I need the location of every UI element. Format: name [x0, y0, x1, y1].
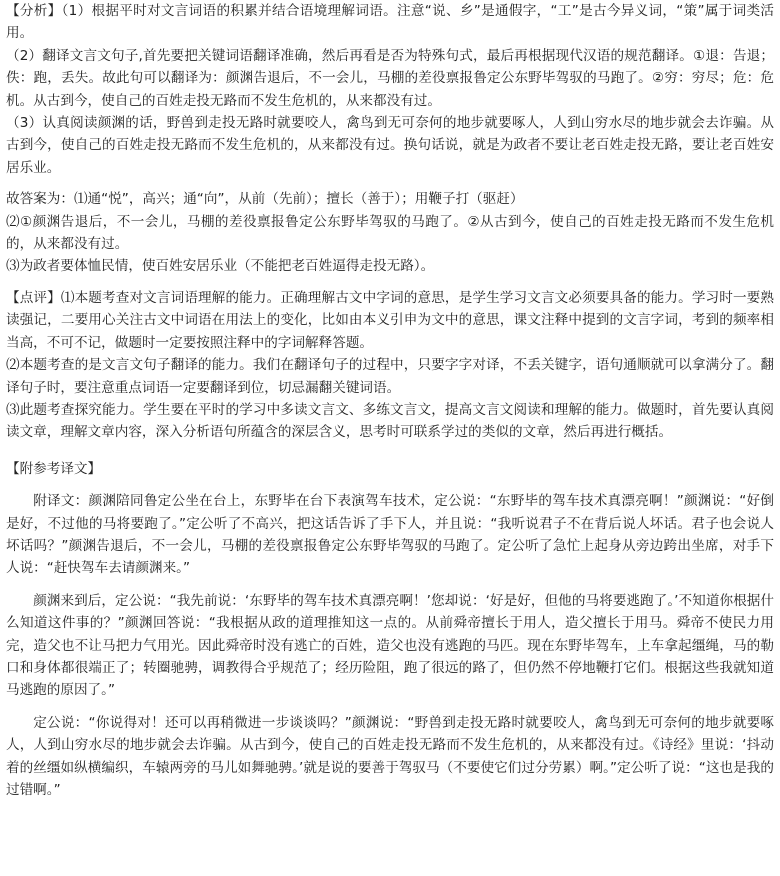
reference-paragraph-2: 颜渊来到后，定公说：“我先前说：‘东野毕的驾车技术真漂亮啊！’您却说：‘好是好，但他的马将要逃跑了。’不知道你根据什么知道这件事的？”颜渊回答说：“我根据从政的道理推知这一点的。从前舜帝擅长于用人，造父擅长于用马。舜帝不使民力用完，造父也不让马把力气用光。因此舜帝时没有逃亡的百姓，造父也没有逃跑的马匹。现在东野毕驾车，上车拿起缰绳，马的勒口和身体都很端正了；转圈驰骋，调教得合乎规范了；经历险阻，跑了很远的路了，但仍然不停地鞭打它们。根据这些我就知道马逃跑的原因了。”	[6, 592, 774, 699]
reference-paragraph-3: 定公说：“你说得对！还可以再稍微进一步谈谈吗？”颜渊说：“野兽到走投无路时就要咬人，禽鸟到无可奈何的地步就要啄人，人到山穷水尽的地步就会去诈骗。从古到今，使自己的百姓走投无路而不发生危机的，从来都没有过。《诗经》里说：‘抖动着的丝缰如纵横编织，车辕两旁的马儿如舞驰骋。’就是说的要善于驾驭马（不要使它们过分劳累）啊。”定公听了说：“这也是我的过错啊。”	[6, 714, 774, 798]
reference-translation-section	[6, 458, 774, 802]
reference-paragraph-1: 附译文：颜渊陪同鲁定公坐在台上，东野毕在台下表演驾车技术，定公说：“东野毕的驾车技术真漂亮啊！”颜渊说：“好倒是好，不过他的马将要跑了。”定公听了不高兴，把这话告诉了手下人，并且说：“我听说君子不在背后说人坏话。君子也会说人坏话吗？”颜渊告退后，不一会儿，马棚的差役禀报鲁定公东野毕驾驭的马跑了。定公听了急忙上起身从旁边跨出坐席，对手下人说：“赶快驾车去请颜渊来。”	[6, 493, 774, 577]
reference-heading: 【附参考译文】	[6, 460, 102, 477]
comment-section	[6, 287, 774, 444]
analysis-paragraph-2: （2）翻译文言文句子,首先要把关键词语翻译准确，然后再看是否为特殊句式，最后再根据现代汉语的规范翻译。①退：告退；佚：跑，丢失。故此句可以翻译为：颜渊告退后，不一会儿，马棚的差役禀报鲁定公东野毕驾驭的马跑了。②穷：穷尽；危：危机。从古到今，使自己的百姓走投无路而不发生危机的，从来都没有过。	[6, 47, 774, 109]
comment-paragraph-2: ⑵本题考查的是文言文句子翻译的能力。我们在翻译句子的过程中，只要字字对译，不丢关键字，语句通顺就可以拿满分了。翻译句子时，要注意重点词语一定要翻译到位，切忌漏翻关键词语。	[6, 357, 774, 396]
analysis-paragraph-3: （3）认真阅读颜渊的话，野兽到走投无路时就要咬人，禽鸟到无可奈何的地步就要啄人，人到山穷水尽的地步就会去诈骗。从古到今，使自己的百姓走投无路而不发生危机的，从来都没有过。换句话说，就是为政者不要让老百姓走投无路，要让老百姓安居乐业。	[6, 115, 774, 176]
analysis-paragraph-1: 【分析】（1）根据平时对文言词语的积累并结合语境理解词语。注意“说、乡”是通假字，“工”是古今异义词，“策”属于词类活用。	[6, 3, 774, 42]
answer-line-1: 故答案为：⑴通“悦”，高兴；通“向”，从前（先前）；擅长（善于）；用鞭子打（驱赶）	[6, 191, 524, 208]
answer-line-2: ⑵①颜渊告退后，不一会儿，马棚的差役禀报鲁定公东野毕驾驭的马跑了。②从古到今，使自己的百姓走投无路而不发生危机的，从来都没有过。	[6, 213, 774, 253]
answer-line-3: ⑶为政者要体恤民情，使百姓安居乐业（不能把老百姓逼得走投无路）。	[6, 258, 435, 275]
answer-section	[6, 188, 774, 278]
comment-paragraph-3: ⑶此题考查探究能力。学生要在平时的学习中多读文言文、多练文言文，提高文言文阅读和理解的能力。做题时，首先要认真阅读文章，理解文章内容，深入分析语句所蕴含的深层含义，思考时可联系学过的类似的文章，然后再进行概括。	[6, 401, 774, 441]
analysis-section	[6, 0, 774, 179]
comment-paragraph-1: 【点评】⑴本题考查对文言词语理解的能力。正确理解古文中字词的意思，是学生学习文言文必须要具备的能力。学习时一要熟读强记，二要用心关注古文中词语在用法上的变化，比如由本义引申为文中的意思，课文注释中提到的文言字词，考到的频率相当高，不可不记，做题时一定要按照注释中的字词解释答题。	[6, 289, 774, 351]
